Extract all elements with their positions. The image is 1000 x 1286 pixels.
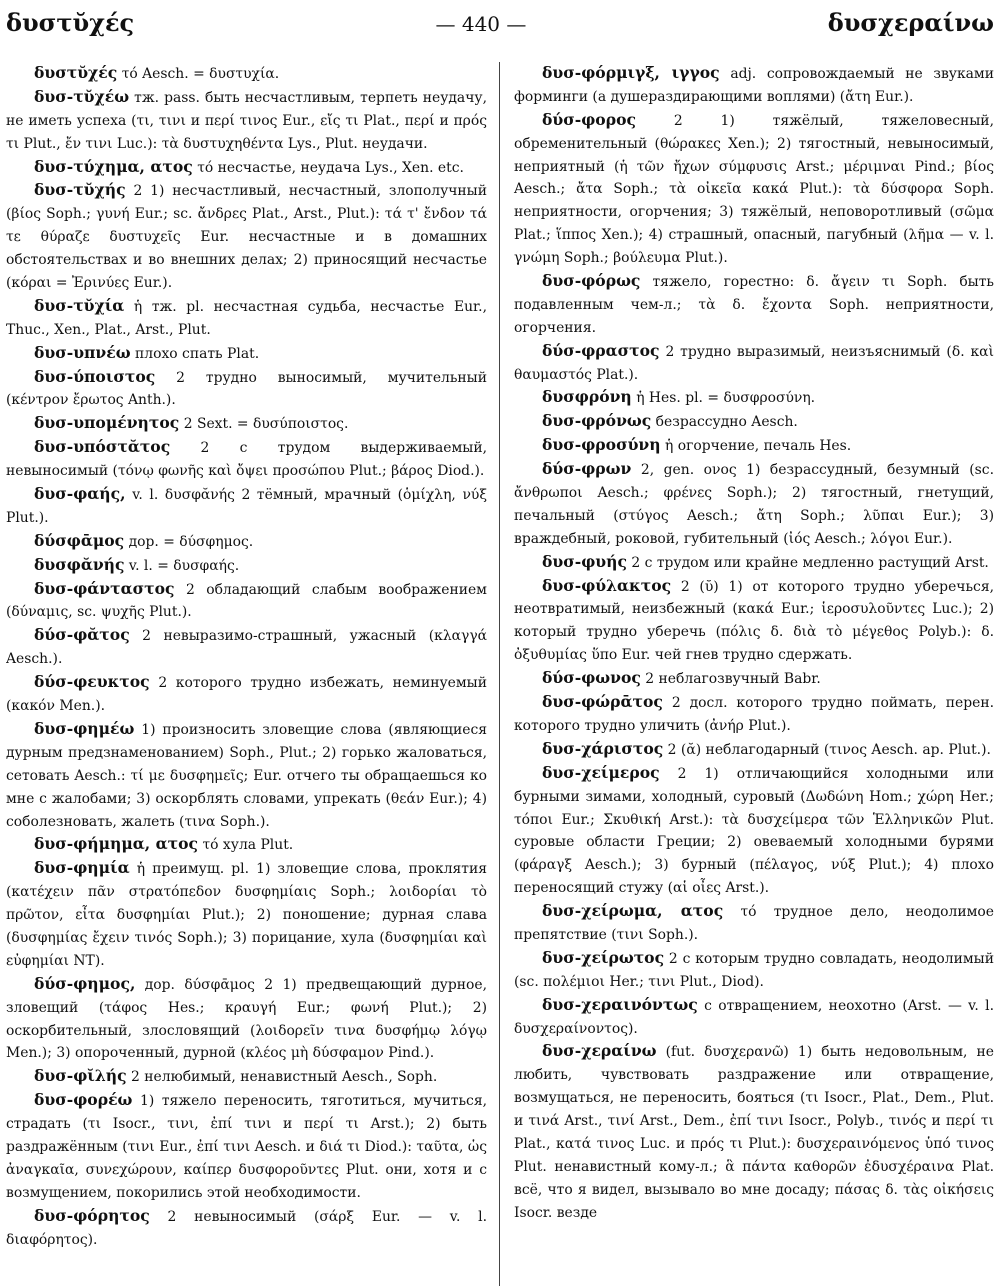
entry-headword: δύσφᾱμος <box>34 530 125 550</box>
entry-headword: δύσ-φωνος <box>542 668 641 688</box>
dictionary-entry <box>6 857 487 972</box>
entry-definition: 2 1) несчастливый, несчастный, злополучный (βίος Soph.; γυνή Eur.; sc. ἄνδρες Plat., Arst., Plut.): τά τ' ἔνδον τά τε θύραζε δυστυχεῖς Eur. несчастные и в домашних обстоятельствах и во внешних делах; 2) приносящий несчастье (κόραι = Ἐρινύες Eur.). <box>6 183 487 292</box>
entry-headword: δυσ-φόρως <box>542 271 641 291</box>
entry-definition: 2 трудно выносимый, мучительный (κέντρον ἔρωτος Anth.). <box>6 369 487 409</box>
dictionary-entry <box>6 156 487 180</box>
entry-headword: δυσ-φαής, <box>34 484 126 504</box>
entry-definition: τό трудное дело, неодолимое препятствие (τινι Soph.). <box>514 904 994 943</box>
dictionary-entry <box>6 718 487 833</box>
entry-definition: v. l. = δυσφαής. <box>128 557 240 574</box>
entry-definition: (fut. δυσχερανῶ) 1) быть недовольным, не любить, чувствовать раздражение или отвращение, возмущаться, не переносить, бояться (τι Isocr., Plat., Dem., Plut. и τινά Arst., τινί Arst., Dem., ἐπί τινι Isocr., Polyb., τινός и περί τι Plat., κατά τινος Luc. и πρός τι Plut.): δυσχεραινόμενος ὑπό τινος Plut. ненавистный кому-л.; ἃ πάντα καθορῶν ἐδυσχέραινα Plat. всё, что я видел, вызывало во мне досаду; πάσας δ. τὰς οἰκήσεις Isocr. везде <box>514 1044 994 1221</box>
entry-headword: δυσφρόνη <box>542 387 632 407</box>
entry-definition: тж. pass. быть несчастливым, терпеть неудачу, не иметь успеха (τι, τινι и περί τινος Eur., εἴς τι Plat., περί и πρός τι Plut., ἔν τινι Luc.): τὰ δυστυχηθέντα Lys., Plut. неудачи. <box>6 89 487 152</box>
entry-definition: ἡ Hes. pl. = δυσφροσύνη. <box>636 390 816 407</box>
entry-definition: 2 невыразимо-страшный, ужасный (κλαγγά Aesch.). <box>6 628 487 668</box>
text-columns <box>6 62 994 1286</box>
entry-headword: δυσ-χείρωτος <box>542 947 665 967</box>
entry-headword: δυσ-φύλακτος <box>542 575 672 595</box>
dictionary-entry <box>6 342 487 366</box>
entry-definition: 2 досл. которого трудно поймать, перен. которого трудно уличить (ἀνήρ Plut.). <box>514 695 994 734</box>
dictionary-entry <box>6 1089 487 1204</box>
dictionary-entry <box>6 179 487 294</box>
entry-headword: δυσ-φρόνως <box>542 411 652 431</box>
entry-headword: δυσ-φόρητος <box>34 1205 150 1225</box>
dictionary-entry <box>6 624 487 671</box>
entry-headword: δυσ-φυής <box>542 551 627 571</box>
entry-definition: ἡ преимущ. pl. 1) зловещие слова, проклятия (κατέχειν πᾶν στρατόπεδον δυσφημίαις Soph.; λοιδορίαι τὸ πρῶτον, εἶτα δυσφημίαι Plut.); 2) поношение; дурная слава (δυσφημίας ἔχειν τινός Soph.); 3) порицание, хула (δυσφημίαι καὶ εὐφημίαι NT). <box>6 861 487 969</box>
entry-definition: ἡ огорчение, печаль Hes. <box>664 438 852 455</box>
entry-definition: 2 Sext. = δυσύποιστος. <box>183 416 349 433</box>
dictionary-entry <box>6 671 487 718</box>
entry-headword: δυσ-υπομένητος <box>34 413 180 433</box>
dictionary-entry <box>6 62 487 86</box>
entry-headword: δύσ-φᾰτος <box>34 625 130 645</box>
dictionary-entry <box>514 1040 994 1224</box>
entry-headword: δυσ-υπόστᾰτος <box>34 437 171 457</box>
entry-definition: 2 (ᾰ) неблагодарный (τινος Aesch. ap. Plut.). <box>667 741 991 758</box>
entry-headword: δυσ-φροσύνη <box>542 435 661 455</box>
entry-headword: δυσ-φορέω <box>34 1090 133 1110</box>
entry-definition: ἡ тж. pl. несчастная судьба, несчастье Eur., Thuc., Xen., Plat., Arst., Plut. <box>6 298 487 338</box>
dictionary-entry <box>6 1065 487 1089</box>
page-number: — 440 — <box>435 12 527 36</box>
entry-headword: δύσ-φευκτος <box>34 672 150 692</box>
entry-headword: δυσ-φῐλής <box>34 1066 127 1086</box>
entry-definition: 2 обладающий слабым воображением (δύναμις, sc. ψυχῆς Plut.). <box>6 581 487 621</box>
page-header <box>6 8 994 48</box>
entry-headword: δυσ-υπνέω <box>34 342 131 362</box>
entry-headword: δυσ-φώρᾱτος <box>542 692 663 712</box>
dictionary-entry <box>6 436 487 483</box>
entry-headword: δυσ-φόρμιγξ, ιγγος <box>542 63 720 82</box>
dictionary-entry <box>6 578 487 625</box>
entry-definition: τό Aesch. = δυστυχία. <box>121 66 280 82</box>
dictionary-entry <box>6 973 487 1066</box>
entry-definition: 2 которого трудно избежать, неминуемый (κακόν Men.). <box>6 675 487 715</box>
entry-definition: 2 (ῠ) 1) от которого трудно уберечься, неотвратимый, неизбежный (κακά Eur.; ἱεροσυλοῦντες Luc.); 2) который трудно уберечь (πόλις δ. διὰ τὸ μέγεθος Polyb.): δ. ὀξυθυμίας ὕπο Eur. чей гнев трудно сдержать. <box>514 578 994 664</box>
dictionary-entry <box>514 410 994 434</box>
dictionary-entry <box>514 575 994 668</box>
entry-definition: 2 невыносимый (σάρξ Eur. — v. l. διαφόρητος). <box>6 1208 487 1248</box>
entry-headword: δυσ-φημέω <box>34 718 135 738</box>
dictionary-entry <box>514 340 994 387</box>
entry-headword: δυσ-χεραινόντως <box>542 994 698 1014</box>
right-column <box>500 62 994 1286</box>
entry-headword: δυσ-χείμερος <box>542 762 660 782</box>
dictionary-entry <box>514 458 994 551</box>
entry-headword: δυσ-τῠχία <box>34 295 125 315</box>
entry-headword: δυσ-τῠχέω <box>34 86 130 106</box>
dictionary-entry <box>6 483 487 530</box>
dictionary-entry <box>6 1205 487 1252</box>
entry-headword: δυσ-φήμημα, ατος <box>34 834 199 854</box>
dictionary-entry <box>514 667 994 691</box>
entry-definition: 2 с трудом выдерживаемый, невыносимый (τόνῳ φωνῆς καὶ ὄψει προσώπου Plut.; βάρος Diod.). <box>6 440 487 480</box>
entry-definition: 2 1) тяжёлый, тяжеловесный, обременительный (θώρακες Xen.); 2) тягостный, невыносимый, неприятный (ἡ τῶν ἤχων σύμφυσις Arst.; μέριμναι Pind.; βίος Aesch.; ἄτα Soph.; τὰ οἰκεῖα κακά Plut.): τὰ δύσφορα Soph. неприятности, огорчения; 3) тяжёлый, неповоротливый (σῶμα Plat.; ἵππος Xen.); 4) страшный, опасный, пагубный (λῆμα — v. l. γνώμη Soph.; βούλευμα Plut.). <box>514 112 994 267</box>
dictionary-entry <box>6 412 487 436</box>
dictionary-entry <box>514 994 994 1041</box>
running-head-right: δυσχεραίνω <box>827 8 994 37</box>
entry-headword: δύσ-φορος <box>542 109 636 129</box>
entry-headword: δύσ-φημος, <box>34 973 136 993</box>
dictionary-entry <box>514 762 994 900</box>
entry-definition: 2 трудно выразимый, неизъяснимый (δ. καὶ θαυμαστός Plat.). <box>514 343 994 383</box>
entry-definition: дор. = δύσφημος. <box>128 533 254 550</box>
entry-headword: δυσ-χεραίνω <box>542 1041 657 1061</box>
dictionary-entry <box>6 86 487 156</box>
entry-definition: v. l. δυσφᾰνής 2 тёмный, мрачный (ὁμίχλη, νύξ Plut.). <box>6 487 487 526</box>
entry-headword: δυσ-ύποιστος <box>34 366 156 386</box>
dictionary-entry <box>514 551 994 575</box>
dictionary-entry <box>514 900 994 947</box>
entry-definition: 1) произносить зловещие слова (являющиеся дурным предзнаменованием) Soph., Plut.; 2) горько жаловаться, сетовать Aesch.: τί με δυσφημεῖς; Eur. отчего ты обращаешься ко мне с жалобами; 3) оскорблять словами, упрекать (θεάν Eur.); 4) соболезновать, жалеть (τινα Soph.). <box>6 721 487 830</box>
entry-definition: 1) тяжело переносить, тяготиться, мучиться, страдать (τι Isocr., τινι, ἐπί τινι и περί τι Arst.); 2) быть раздражённым (τινι Eur., ἐπί τινι Aesch. и διά τι Diod.): ταῦτα, ὡς ἀναγκαῖα, συνεχώρουν, καίπερ δυσφοροῦντες Plut. они, хотя и с возмущением, покорились этой необходимости. <box>6 1093 487 1201</box>
dictionary-entry <box>6 530 487 554</box>
entry-definition: 2, gen. ονος 1) безрассудный, безумный (sc. ἄνθρωποι Aesch.; φρένες Soph.); 2) тягостный, гнетущий, печальный (στύγος Aesch.; ἄτη Soph.; λῦπαι Eur.); 3) враждебный, роковой, губительный (ἰός Aesch.; λόγοι Eur.). <box>514 462 994 547</box>
left-column <box>6 62 500 1286</box>
dictionary-entry <box>514 270 994 340</box>
running-head-left: δυστῠχές <box>6 8 135 37</box>
entry-headword: δυσ-φημία <box>34 858 130 878</box>
entry-definition: тяжело, горестно: δ. ἄγειν τι Soph. быть подавленным чем-л.; τὰ δ. ἔχοντα Soph. неприятности, огорчения. <box>514 274 994 336</box>
entry-definition: с отвращением, неохотно (Arst. — v. l. δυσχεραίνοντος). <box>514 997 994 1037</box>
entry-headword: δυσ-τύχημα, ατος <box>34 156 193 176</box>
dictionary-entry <box>514 738 994 762</box>
entry-definition: 2 нелюбимый, ненавистный Aesch., Soph. <box>131 1069 438 1086</box>
entry-headword: δύσ-φραστος <box>542 340 660 360</box>
entry-definition: безрассудно Aesch. <box>655 414 798 431</box>
entry-headword: δυσ-τῠχής <box>34 180 126 200</box>
entry-definition: τό хула Plut. <box>202 837 294 854</box>
entry-headword: δυσ-χάριστος <box>542 738 664 758</box>
entry-definition: 2 с трудом или крайне медленно растущий Arst. <box>631 554 989 571</box>
entry-definition: 2 с которым трудно совладать, неодолимый (sc. πολέμιοι Her.; τινι Plut., Diod). <box>514 950 994 990</box>
entry-definition: дор. δύσφᾱμος 2 1) предвещающий дурное, зловещий (τάφος Hes.; κραυγή Eur.; φωνή Plut.); 2) оскорбительный, злословящий (λοιδορεῖν τινα δυσφήμῳ λόγῳ Men.); 3) опороченный, дурной (κλέος μὴ δύσφαμον Pind.). <box>6 976 487 1062</box>
entry-definition: τό несчастье, неудача Lys., Xen. etc. <box>197 159 464 176</box>
dictionary-entry <box>514 691 994 738</box>
entry-definition: adj. сопровождаемый не звуками форминги (а душераздирающими воплями) (ἄτη Eur.). <box>514 66 994 105</box>
dictionary-entry <box>514 434 994 458</box>
dictionary-entry <box>514 947 994 994</box>
dictionary-entry <box>6 554 487 578</box>
dictionary-entry <box>514 386 994 410</box>
dictionary-entry <box>6 366 487 413</box>
dictionary-entry <box>6 833 487 857</box>
entry-headword: δυσ-χείρωμα, ατος <box>542 901 724 921</box>
entry-headword: δυστῠχές <box>34 63 118 82</box>
dictionary-entry <box>6 295 487 342</box>
entry-headword: δυσφᾰνής <box>34 554 125 574</box>
entry-headword: δύσ-φρων <box>542 459 632 479</box>
dictionary-entry <box>514 109 994 270</box>
entry-definition: 2 неблагозвучный Babr. <box>645 671 821 688</box>
entry-headword: δυσ-φάνταστος <box>34 578 175 598</box>
entry-definition: плохо спать Plat. <box>135 345 260 362</box>
dictionary-entry <box>514 62 994 109</box>
entry-definition: 2 1) отличающийся холодными или бурными зимами, холодный, суровый (Δωδώνη Hom.; χώρη Her.; τόποι Eur.; Σκυθική Arst.): τὰ δυσχείμερα τῶν Ἑλληνικῶν Plut. суровые области Греции; 2) овеваемый холодными бурями (φάραγξ Aesch.); 3) бурный (πέλαγος, νύξ Plut.); 4) плохо переносящий стужу (αἱ οἶες Arst.). <box>514 765 994 897</box>
